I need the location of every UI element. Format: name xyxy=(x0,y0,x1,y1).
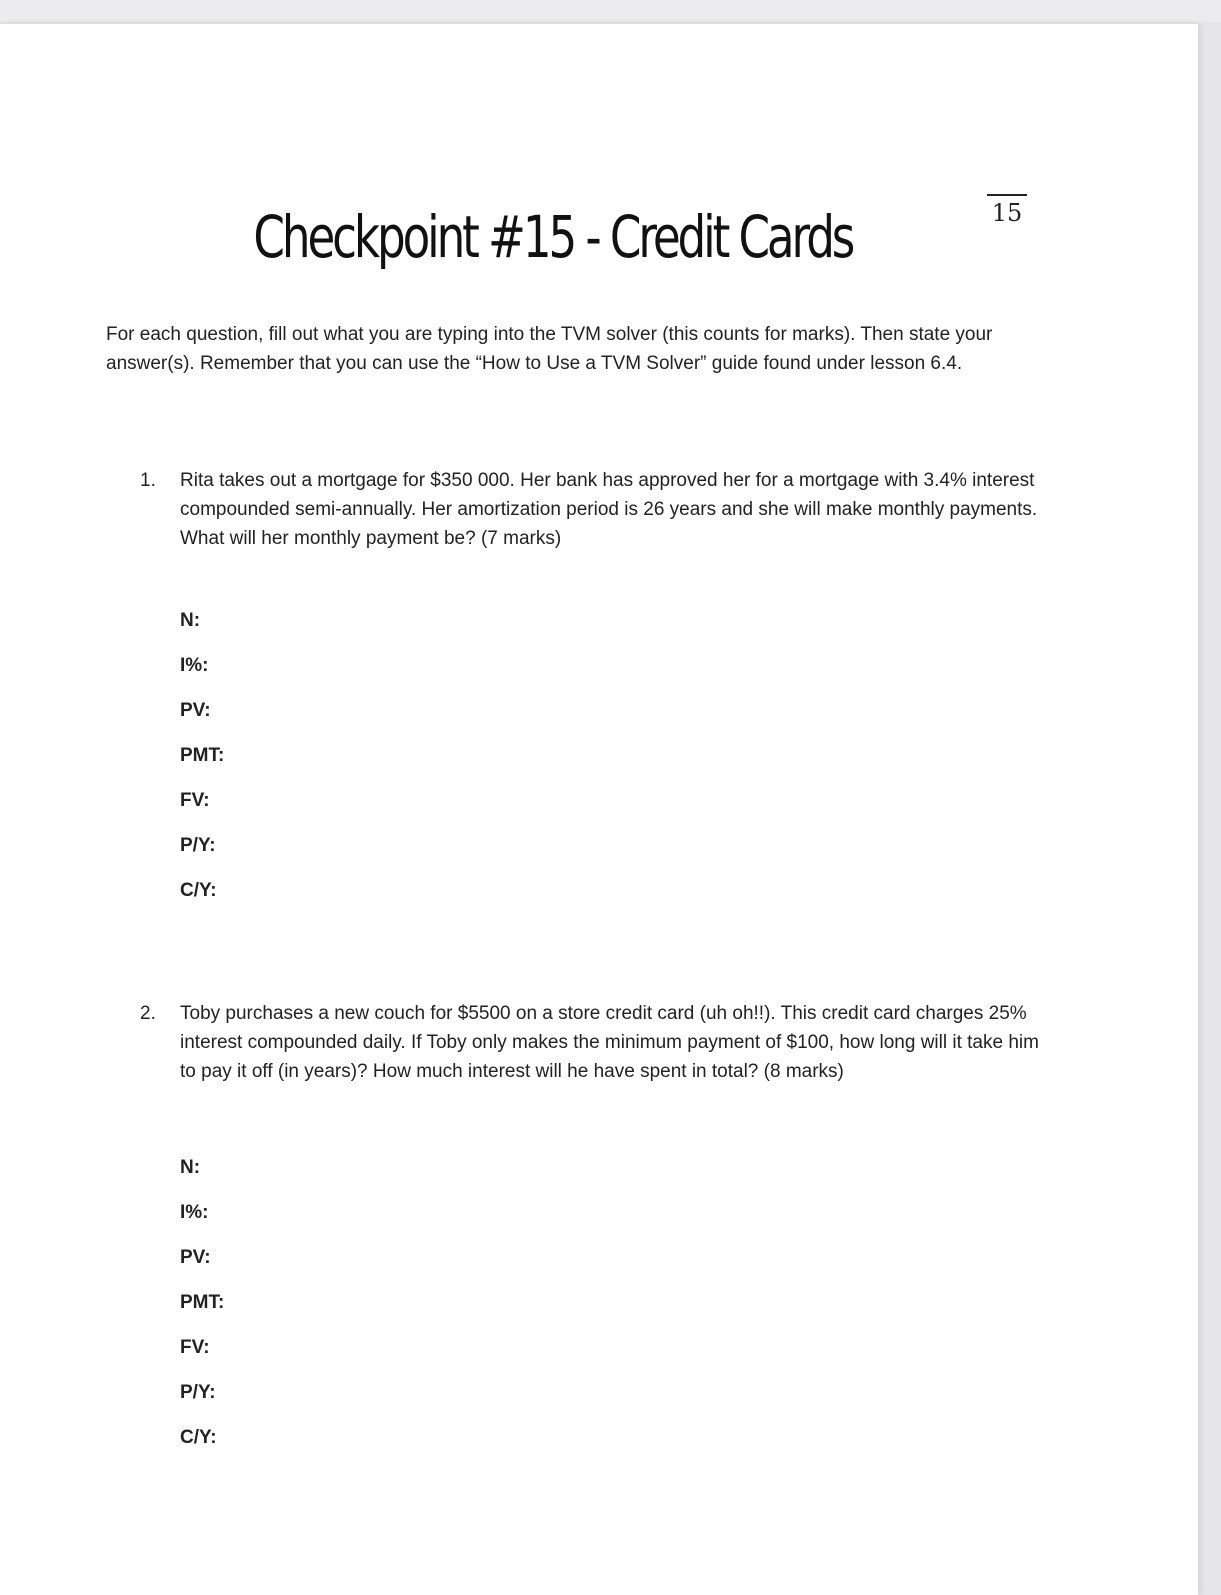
question-number: 1. xyxy=(140,470,156,491)
tvm-field-pmt: PMT: xyxy=(180,1292,225,1313)
tvm-field-py: P/Y: xyxy=(180,1382,216,1403)
question-1 xyxy=(140,466,1040,553)
tvm-field-cy: C/Y: xyxy=(180,880,217,901)
question-text: Rita takes out a mortgage for $350 000. Her bank has approved her for a mortgage with 3.4% interest compounded semi-annually. Her amortization period is 26 years and she will make monthly payments. What will her monthly payment be? (7 marks) xyxy=(180,470,1038,549)
viewer-top-strip xyxy=(0,0,1221,22)
tvm-field-n: N: xyxy=(180,610,201,631)
tvm-field-interest: I%: xyxy=(180,655,209,676)
tvm-field-fv: FV: xyxy=(180,790,210,811)
tvm-field-fv: FV: xyxy=(180,1337,210,1358)
tvm-fields-question-1 xyxy=(180,598,224,913)
instructions-paragraph: For each question, fill out what you are typing into the TVM solver (this counts for marks). Then state your answer(s). Remember that you can use the “How to Use a TVM Solver” guide found under lesson 6.4. xyxy=(106,324,993,374)
tvm-field-py: P/Y: xyxy=(180,835,216,856)
question-number: 2. xyxy=(140,1003,156,1024)
question-2 xyxy=(140,999,1040,1086)
score-total: 15 xyxy=(987,194,1027,227)
document-page[interactable] xyxy=(0,24,1198,1595)
tvm-fields-question-2 xyxy=(180,1145,224,1460)
tvm-field-pv: PV: xyxy=(180,1247,211,1268)
tvm-field-pv: PV: xyxy=(180,700,211,721)
page-title: Checkpoint #15 - Credit Cards xyxy=(253,202,853,271)
question-text: Toby purchases a new couch for $5500 on a store credit card (uh oh!!). This credit card charges 25% interest compounded daily. If Toby only makes the minimum payment of $100, how long will it take him to pay it off (in years)? How much interest will he have spent in total? (8 marks) xyxy=(180,1003,1039,1082)
tvm-field-n: N: xyxy=(180,1157,201,1178)
tvm-field-interest: I%: xyxy=(180,1202,209,1223)
tvm-field-pmt: PMT: xyxy=(180,745,225,766)
tvm-field-cy: C/Y: xyxy=(180,1427,217,1448)
